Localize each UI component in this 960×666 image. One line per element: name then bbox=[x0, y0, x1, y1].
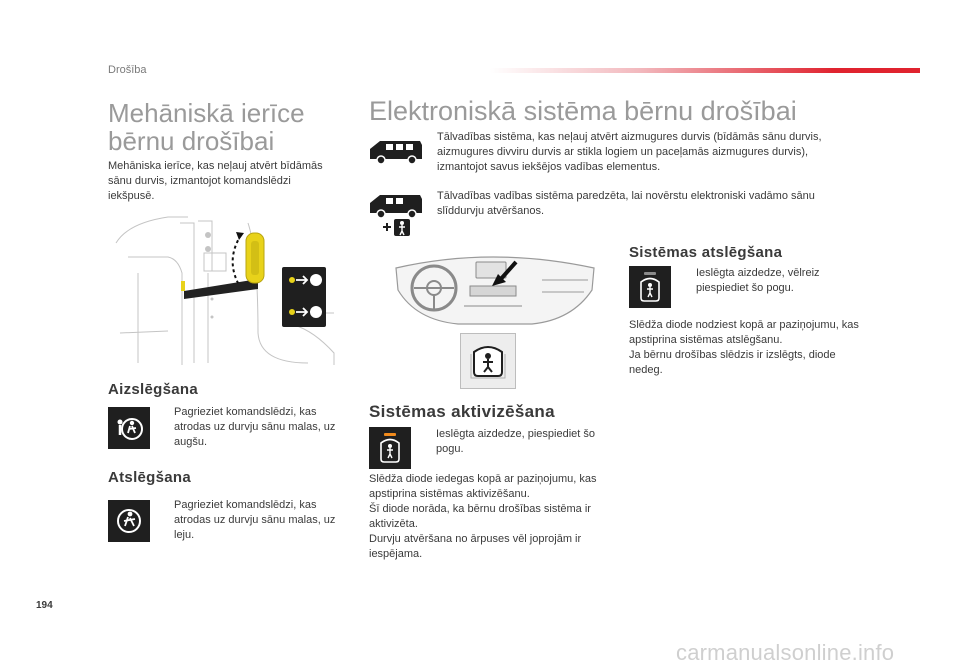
locking-heading: Aizslēgšana bbox=[108, 381, 199, 398]
activation-heading: Sistēmas aktivizēšana bbox=[369, 402, 555, 421]
child-safety-button[interactable] bbox=[460, 333, 516, 389]
right-para1-line2: aizmugures divviru durvis ar stikla logiem un paceļamās aizmugures durvis), bbox=[437, 146, 809, 158]
dashboard-illustration bbox=[392, 250, 598, 328]
activation-button-tile[interactable] bbox=[369, 427, 411, 469]
locking-line2: atrodas uz durvju sānu malas, uz bbox=[174, 421, 336, 433]
child-lock-icon bbox=[108, 407, 150, 449]
activation-bullet-line2: pogu. bbox=[436, 443, 464, 455]
right-para2-line2: slīddurvju atvēršanos. bbox=[437, 205, 544, 217]
watermark: carmanualsonline.info bbox=[676, 640, 895, 665]
deactivation-bullet-line1: Ieslēgta aizdedze, vēlreiz bbox=[696, 267, 820, 279]
unlocking-line3: leju. bbox=[174, 529, 195, 541]
deactivation-button-tile[interactable] bbox=[629, 266, 671, 308]
right-title: Elektroniskā sistēma bērnu drošībai bbox=[369, 96, 797, 126]
unlocking-line2: atrodas uz durvju sānu malas, uz bbox=[174, 514, 336, 526]
locking-line3: augšu. bbox=[174, 436, 208, 448]
unlocking-icon-tile bbox=[108, 500, 150, 542]
left-intro-line2: sānu durvis, izmantojot komandslēdzi bbox=[108, 175, 291, 187]
activation-text-line5: Durvju atvēršana no ārpuses vēl joprojām ir bbox=[369, 533, 582, 545]
left-intro-line1: Mehāniska ierīce, kas neļauj atvērt bīdāmās bbox=[108, 160, 323, 172]
left-title-line1: Mehāniskā ierīce bbox=[108, 98, 305, 128]
deactivation-text-line3: Ja bērnu drošības slēdzis ir izslēgts, diode bbox=[629, 349, 836, 361]
section-label: Drošība bbox=[108, 64, 147, 76]
activation-text-line1: Slēdža diode iedegas kopā ar paziņojumu, kas bbox=[369, 473, 597, 485]
right-para2-line1: Tālvadības vadības sistēma paredzēta, lai novērstu elektroniski vadāmo sānu bbox=[437, 190, 815, 202]
van-child-lock-icon bbox=[368, 191, 428, 239]
child-lock-led-off-icon bbox=[629, 266, 671, 308]
header-accent-bar bbox=[490, 68, 920, 73]
unlocking-line1: Pagrieziet komandslēdzi, kas bbox=[174, 499, 317, 511]
activation-text-line2: apstiprina sistēmas aktivizēšanu. bbox=[369, 488, 530, 500]
child-safety-button-icon bbox=[461, 334, 515, 388]
activation-text-line3: Šī diode norāda, ka bērnu drošības sistēma ir bbox=[369, 503, 591, 515]
child-unlock-icon bbox=[108, 500, 150, 542]
deactivation-text-line2: apstiprina sistēmas atslēgšanu. bbox=[629, 334, 783, 346]
left-title-line2: bērnu drošībai bbox=[108, 126, 275, 156]
locking-line1: Pagrieziet komandslēdzi, kas bbox=[174, 406, 317, 418]
child-lock-led-on-icon bbox=[369, 427, 411, 469]
deactivation-text-line4: nedeg. bbox=[629, 364, 663, 376]
deactivation-text-line1: Slēdža diode nodziest kopā ar paziņojumu, kas bbox=[629, 319, 859, 331]
door-lock-illustration bbox=[108, 213, 340, 375]
right-para1-line3: izmantojot savus iekšējos vadības elementus. bbox=[437, 161, 661, 173]
left-intro-line3: iekšpusē. bbox=[108, 190, 155, 202]
activation-text-line4: aktivizēta. bbox=[369, 518, 418, 530]
right-para1-line1: Tālvadības sistēma, kas neļauj atvērt aizmugures durvis (bīdāmās sānu durvis, bbox=[437, 131, 822, 143]
unlocking-heading: Atslēgšana bbox=[108, 469, 192, 486]
deactivation-heading: Sistēmas atslēgšana bbox=[629, 244, 783, 261]
locking-icon-tile bbox=[108, 407, 150, 449]
page-number: 194 bbox=[36, 600, 53, 611]
activation-text-line6: iespējama. bbox=[369, 548, 423, 560]
deactivation-bullet-line2: piespiediet šo pogu. bbox=[696, 282, 794, 294]
van-side-icon bbox=[368, 137, 424, 167]
activation-bullet-line1: Ieslēgta aizdedze, piespiediet šo bbox=[436, 428, 595, 440]
